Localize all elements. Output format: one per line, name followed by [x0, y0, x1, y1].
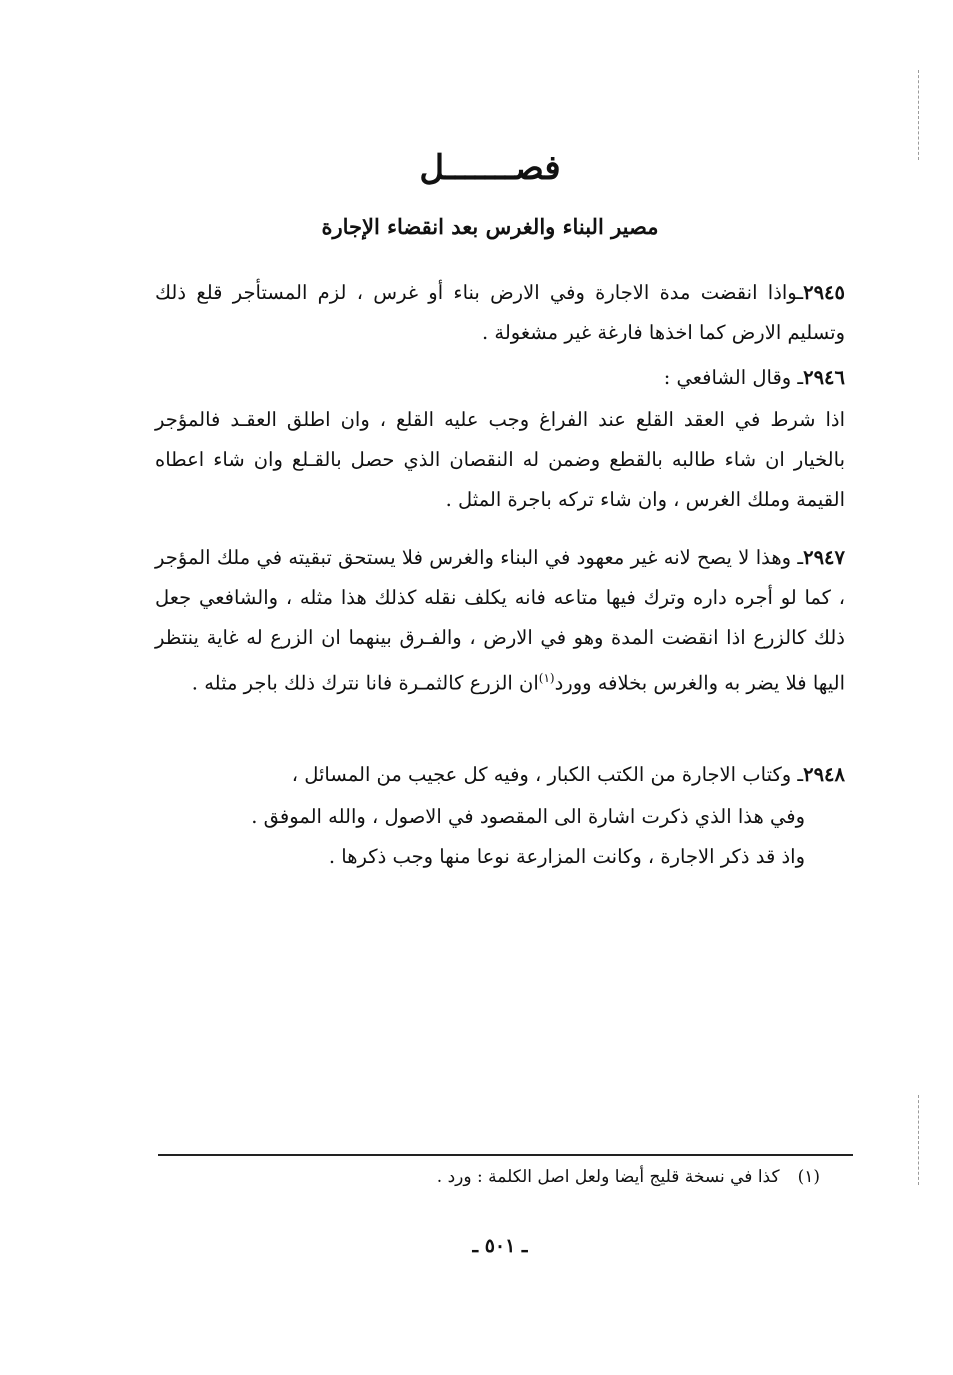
paragraph-closing-1	[155, 797, 845, 837]
paragraph-text: ـ وهذا لا يصح لانه غير معهود في البناء والغرس فلا يستحق تبقيته في ملك المؤجر ، كما لو أجره داره وترك فيها متاعه فانه يكلف نقله كذلك هذا مثله ، والشافعي جعل ذلك كالزرع اذا انقضت المدة وهو في الارض ، والفـرق بينهما ان الزرع له غاية ينتظر اليها فلا يضر به والغرس بخلافه وورد	[155, 546, 845, 695]
paragraph-number: ٢٩٤٧	[803, 546, 845, 569]
paragraph-text: ـ وكتاب الاجارة من الكتب الكبار ، وفيه كل عجيب من المسائل ،	[291, 763, 804, 786]
chapter-title: فصـــــــل	[419, 148, 561, 188]
paragraph-number: ٢٩٤٦	[803, 366, 845, 389]
paragraph-number: ٢٩٤٥	[803, 281, 845, 304]
scan-edge-mark	[918, 70, 919, 160]
paragraph-closing-2	[155, 837, 845, 877]
paragraph-text: اذا شرط في العقد القلع عند الفراغ وجب عليه القلع ، وان اطلق العقـد فالمؤجر بالخيار ان شاء طالبه بالقطع وضمن له النقصان الذي حصل بالقـلع وان شاء اعطاه القيمة وملك الغرس ، وان شاء تركه باجرة المثل .	[155, 408, 845, 511]
paragraph-text-tail: ان الزرع كالثمـرة فانا نترك ذلك باجر مثله .	[191, 671, 539, 695]
paragraph-text: ـواذا انقضت مدة الاجارة وفي الارض بناء أو غرس ، لزم المستأجر قلع ذلك وتسليم الارض كما اخذها فارغة غير مشغولة .	[155, 281, 845, 344]
paragraph-text: ـ وقال الشافعي :	[663, 366, 804, 389]
footnote-mark: (١)	[797, 1167, 820, 1187]
paragraph-2947	[155, 538, 845, 704]
paragraph-2948	[155, 755, 845, 795]
footnote-reference: (١)	[538, 671, 555, 685]
paragraph-shafii-quote	[155, 400, 845, 520]
paragraph-text: وفي هذا الذي ذكرت اشارة الى المقصود في الاصول ، والله الموفق .	[251, 805, 805, 828]
paragraph-number: ٢٩٤٨	[803, 763, 845, 786]
section-title: مصير البناء والغرس بعد انقضاء الإجارة	[321, 214, 659, 239]
paragraph-text: واذ قد ذكر الاجارة ، وكانت المزارعة نوعا منها وجب ذكرها .	[328, 845, 805, 868]
paragraph-2946	[155, 358, 845, 398]
paragraph-2945	[155, 273, 845, 353]
footnote-divider	[158, 1154, 853, 1156]
footnote-text: كذا في نسخة قليج أيضا ولعل اصل الكلمة : ورد .	[436, 1167, 780, 1187]
scan-edge-mark	[918, 1095, 919, 1185]
footnote	[155, 1162, 820, 1192]
page-number: ـ ٥٠١ ـ	[472, 1235, 528, 1257]
